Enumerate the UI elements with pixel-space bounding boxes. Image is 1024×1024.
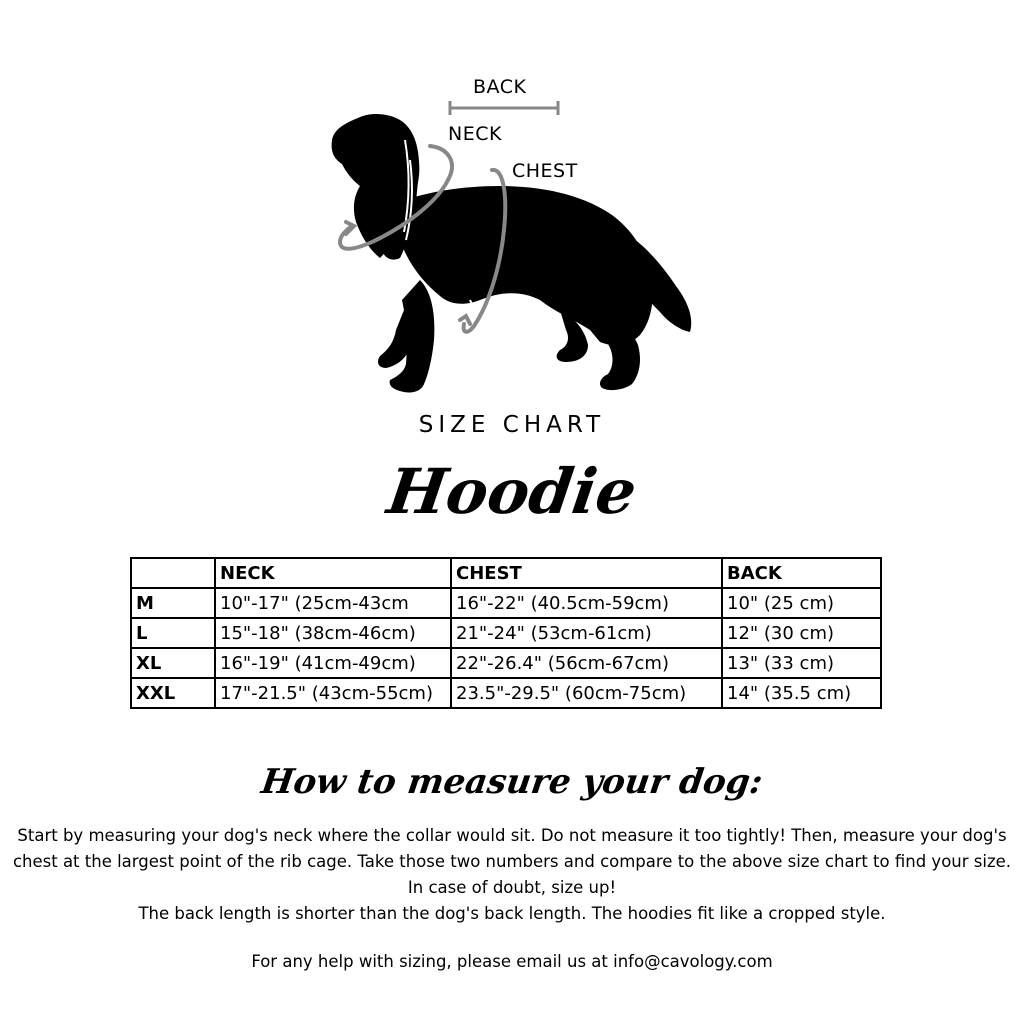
header-back: BACK xyxy=(722,558,881,588)
chest-cell: 16"-22" (40.5cm-59cm) xyxy=(451,588,722,618)
table-row xyxy=(131,618,881,648)
back-cell: 10" (25 cm) xyxy=(722,588,881,618)
help-line xyxy=(0,952,1024,971)
header-chest: CHEST xyxy=(451,558,722,588)
chest-cell: 22"-26.4" (56cm-67cm) xyxy=(451,648,722,678)
chest-label: CHEST xyxy=(512,160,578,182)
neck-cell: 15"-18" (38cm-46cm) xyxy=(215,618,451,648)
product-title: Hoodie xyxy=(383,455,642,528)
header-neck: NECK xyxy=(215,558,451,588)
instructions-paragraph: The back length is shorter than the dog's back length. The hoodies fit like a cropped style. xyxy=(138,904,886,923)
table-row xyxy=(131,678,881,708)
table-row xyxy=(131,648,881,678)
size-chart-heading: SIZE CHART xyxy=(418,412,606,438)
size-table xyxy=(130,557,882,709)
chest-cell: 23.5"-29.5" (60cm-75cm) xyxy=(451,678,722,708)
back-cell: 12" (30 cm) xyxy=(722,618,881,648)
header-size xyxy=(131,558,215,588)
instructions-paragraph: Start by measuring your dog's neck where the collar would sit. Do not measure it too tightly! Then, measure your dog's chest at the largest point of the rib cage. Take those two numbers and compare to the above size chart to find your size. In case of doubt, size up! xyxy=(12,826,1012,897)
size-cell: M xyxy=(131,588,215,618)
back-cell: 14" (35.5 cm) xyxy=(722,678,881,708)
size-cell: L xyxy=(131,618,215,648)
size-cell: XXL xyxy=(131,678,215,708)
help-email-link[interactable]: info@cavology.com xyxy=(613,952,773,971)
table-header-row xyxy=(131,558,881,588)
neck-cell: 16"-19" (41cm-49cm) xyxy=(215,648,451,678)
howto-heading: How to measure your dog: xyxy=(258,762,766,802)
chest-cell: 21"-24" (53cm-61cm) xyxy=(451,618,722,648)
neck-cell: 10"-17" (25cm-43cm xyxy=(215,588,451,618)
instructions-text xyxy=(6,823,1018,927)
neck-label: NECK xyxy=(448,123,502,145)
measurement-diagram xyxy=(0,0,1024,440)
back-cell: 13" (33 cm) xyxy=(722,648,881,678)
size-cell: XL xyxy=(131,648,215,678)
table-row xyxy=(131,588,881,618)
back-label: BACK xyxy=(473,76,527,98)
dog-silhouette-icon xyxy=(0,0,1024,440)
neck-cell: 17"-21.5" (43cm-55cm) xyxy=(215,678,451,708)
help-text: For any help with sizing, please email us at xyxy=(251,952,614,971)
